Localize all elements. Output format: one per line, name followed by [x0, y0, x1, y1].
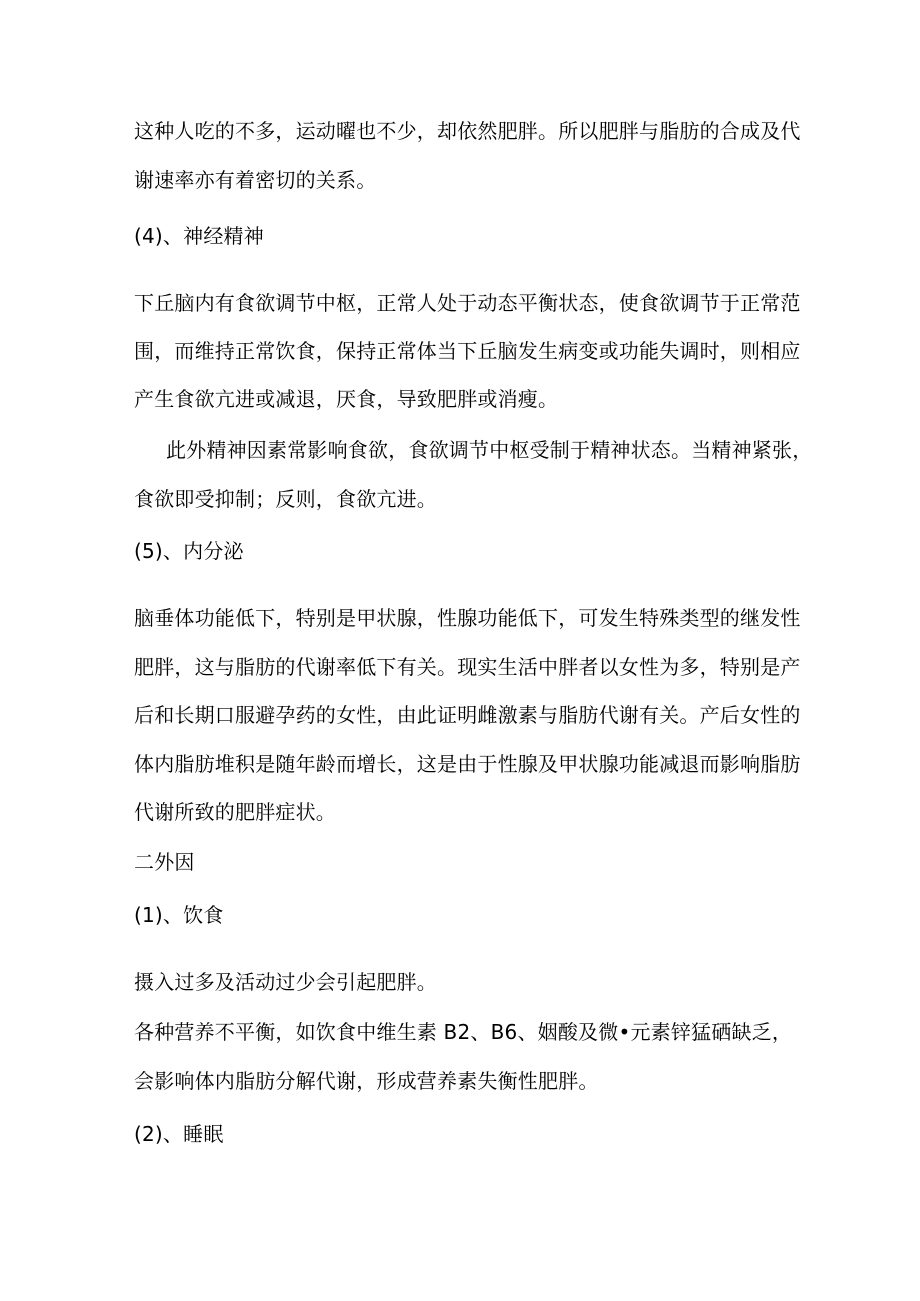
- paragraph-line: 此外精神因素常影响食欲，食欲调节中枢受制于精神状态。当精神紧张，: [166, 438, 813, 462]
- subsection-heading: (1)、饮食: [134, 903, 224, 927]
- paragraph-line: 脑垂体功能低下，特别是甲状腺，性腺功能低下，可发生特殊类型的继发性: [134, 606, 801, 630]
- paragraph-line: 肥胖，这与脂肪的代谢率低下有关。现实生活中胖者以女性为多，特别是产: [134, 655, 801, 679]
- paragraph-line: 产生食欲亢进或减退，厌食，导致肥胖或消瘦。: [134, 387, 559, 411]
- paragraph-line: 围，而维持正常饮食，保持正常体当下丘脑发生病变或功能失调时，则相应: [134, 339, 801, 363]
- section-heading: 二外因: [134, 850, 195, 874]
- paragraph-line: 谢速率亦有着密切的关系。: [134, 168, 377, 192]
- section-heading: (5)、内分泌: [134, 539, 244, 563]
- paragraph-line: 后和长期口服避孕药的女性，由此证明雌激素与脂肪代谢有关。产后女性的: [134, 703, 801, 727]
- paragraph-line: 摄入过多及活动过少会引起肥胖。: [134, 970, 437, 994]
- paragraph-line: 代谢所致的肥胖症状。: [134, 800, 336, 824]
- subsection-heading: (2)、睡眠: [134, 1122, 224, 1146]
- paragraph-line: 会影响体内脂肪分解代谢，形成营养素失衡性肥胖。: [134, 1069, 599, 1093]
- paragraph-line: 下丘脑内有食欲调节中枢，正常人处于动态平衡状态，使食欲调节于正常范: [134, 291, 801, 315]
- paragraph-line: 食欲即受抑制；反则，食欲亢进。: [134, 487, 437, 511]
- section-heading: (4)、神经精神: [134, 224, 264, 248]
- paragraph-line: 各种营养不平衡，如饮食中维生素 B2、B6、姻酸及微•元素锌猛硒缺乏，: [134, 1020, 793, 1044]
- paragraph-line: 这种人吃的不多，运动曜也不少，却依然肥胖。所以肥胖与脂肪的合成及代: [134, 119, 801, 143]
- paragraph-line: 体内脂肪堆积是随年龄而增长，这是由于性腺及甲状腺功能减退而影响脂肪: [134, 752, 801, 776]
